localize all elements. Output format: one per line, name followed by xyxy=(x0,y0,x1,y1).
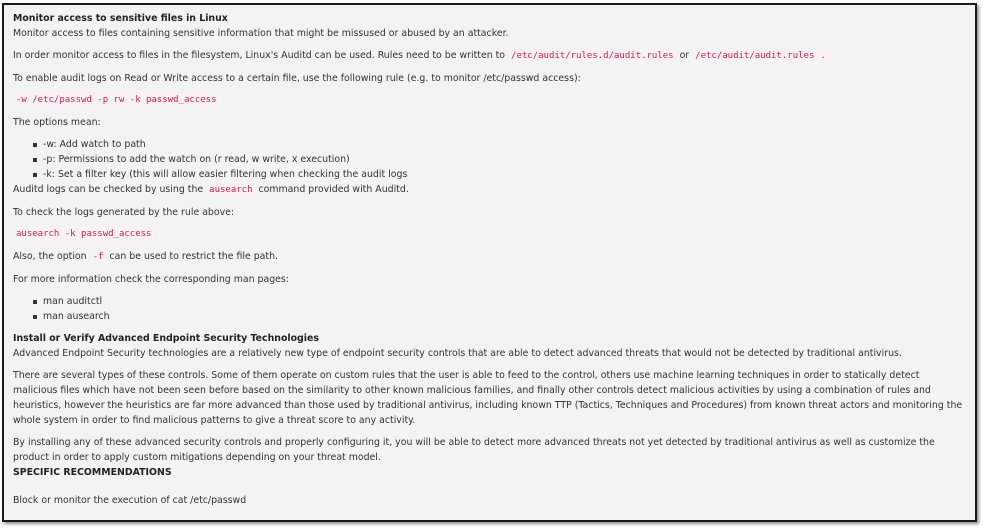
option-f-pre: Also, the option xyxy=(13,251,90,262)
option-f-post: can be used to restrict the file path. xyxy=(106,251,279,262)
period-code: . xyxy=(817,50,828,62)
content-panel xyxy=(2,3,977,522)
man-page-item-ausearch: man ausearch xyxy=(33,309,965,324)
section-title-endpoint-security: Install or Verify Advanced Endpoint Security Technologies xyxy=(13,333,319,344)
option-f-paragraph xyxy=(13,249,965,265)
option-item-k: -k: Set a filter key (this will allow easier filtering when checking the audit logs xyxy=(33,167,965,182)
rule-code-block xyxy=(13,93,965,108)
options-list xyxy=(13,137,965,182)
rules-path-code-1: /etc/audit/rules.d/audit.rules xyxy=(508,50,677,62)
endpoint-intro-text: Advanced Endpoint Security technologies are a relatively new type of endpoint security controls that are able to detect advanced threats that would not be detected by traditional antivirus. xyxy=(13,348,902,359)
man-pages-intro: For more information check the corresponding man pages: xyxy=(13,274,289,285)
section-title-monitor-access: Monitor access to sensitive files in Linux xyxy=(13,13,228,24)
section-title-recommendations: SPECIFIC RECOMMENDATIONS xyxy=(13,467,172,478)
recommendation-text: Block or monitor the execution of cat /etc/passwd xyxy=(13,495,247,506)
endpoint-types-text: There are several types of these controls. Some of them operate on custom rules that the user is able to feed to the control, others use machine learning techniques in order to statically detect malicious files which have not been seen before based on the similarity to other known malicious families, and finally other controls detect malicious activities by using a combination of rules and heuristics, however the heuristics are far more advanced than those used by traditional antivirus, including known TTP (Tactics, Techniques and Procedures) from known threat actors and monitoring the whole system in order to find malicious patterns to give a threat score to any activity. xyxy=(13,370,963,426)
rules-path-code-2: /etc/audit/audit.rules xyxy=(692,50,817,62)
ausearch-inline-code: ausearch xyxy=(206,184,255,196)
ausearch-code-block xyxy=(13,227,965,242)
options-intro-text: The options mean: xyxy=(13,117,101,128)
auditd-paragraph xyxy=(13,48,965,64)
option-f-code: -f xyxy=(90,251,107,263)
check-logs-paragraph xyxy=(13,182,965,198)
man-pages-list xyxy=(13,294,965,324)
monitor-intro-text: Monitor access to files containing sensitive information that might be missused or abused by an attacker. xyxy=(13,28,509,39)
option-item-p: -p: Permissions to add the watch on (r read, w write, x execution) xyxy=(33,152,965,167)
rule-code: -w /etc/passwd -p rw -k passwd_access xyxy=(13,93,219,107)
section-spacer xyxy=(13,480,965,493)
or-text: or xyxy=(676,50,693,61)
man-page-item-auditctl: man auditctl xyxy=(33,294,965,309)
enable-audit-text: To enable audit logs on Read or Write access to a certain file, use the following rule (e.g. to monitor /etc/passwd access): xyxy=(13,73,581,84)
check-rule-logs-text: To check the logs generated by the rule above: xyxy=(13,207,235,218)
document-body xyxy=(13,11,965,515)
auditd-text: In order monitor access to files in the filesystem, Linux's Auditd can be used. Rules need to be written to xyxy=(13,50,509,61)
ausearch-code: ausearch -k passwd_access xyxy=(13,227,154,241)
check-logs-post: command provided with Auditd. xyxy=(255,184,409,195)
endpoint-install-text: By installing any of these advanced security controls and properly configuring it, you will be able to detect more advanced threats not yet detected by traditional antivirus as well as customize the product in order to apply custom mitigations depending on your threat model. xyxy=(13,437,935,463)
option-item-w: -w: Add watch to path xyxy=(33,137,965,152)
check-logs-pre: Auditd logs can be checked by using the xyxy=(13,184,207,195)
